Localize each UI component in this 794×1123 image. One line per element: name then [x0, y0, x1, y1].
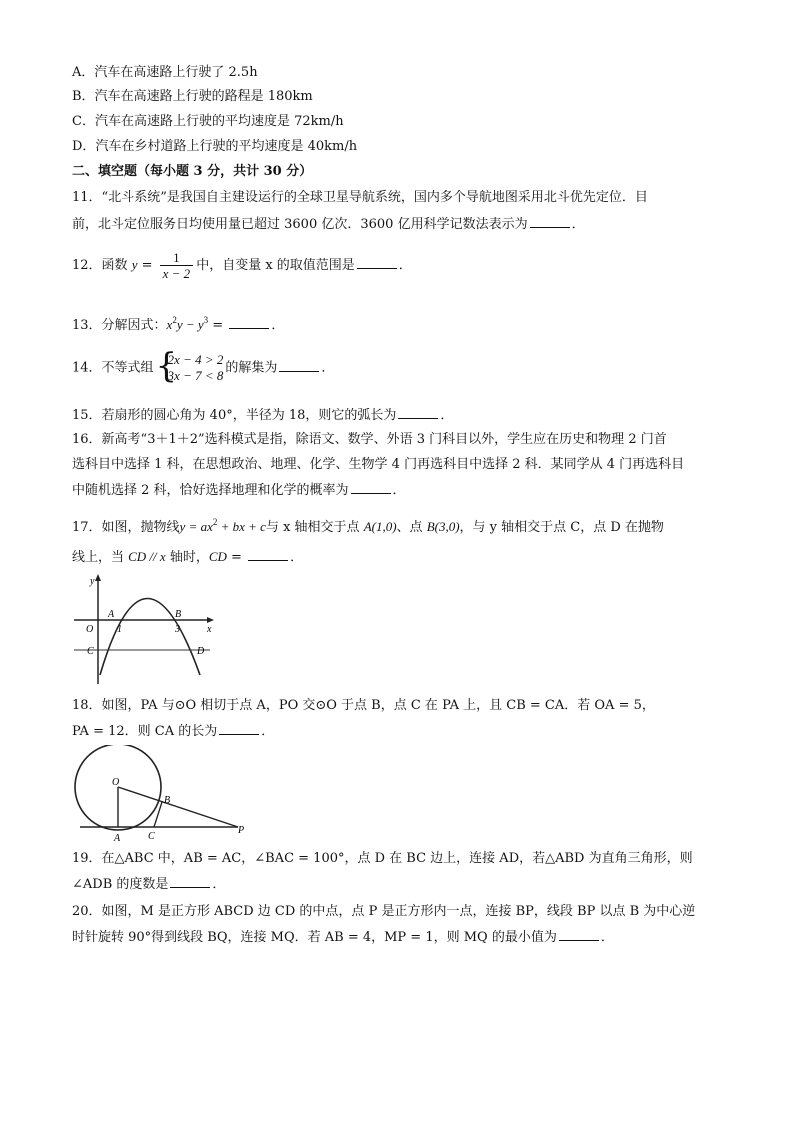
answer-blank — [248, 548, 288, 561]
section-title: 二、填空题（每小题 3 分，共计 30 分） — [72, 164, 313, 179]
option-d: D．汽车在乡村道路上行驶的平均速度是 40km/h — [72, 139, 358, 154]
question-11-line-2: 前，北斗定位服务日均使用量已超过 3600 亿次．3600 亿用科学记数法表示为 ． — [72, 217, 585, 232]
question-20-line-2: 时针旋转 90°得到线段 BQ，连接 MQ．若 AB = 4，MP = 1，则 MQ 的最小值为 ． — [72, 930, 614, 945]
question-16-line-3: 中随机选择 2 科，恰好选择地理和化学的概率为 ． — [72, 483, 406, 498]
answer-blank — [170, 875, 210, 888]
option-a: A．汽车在高速路上行驶了 2.5h — [72, 65, 258, 80]
option-b: B．汽车在高速路上行驶的路程是 180km — [72, 89, 313, 104]
label-c: C — [87, 646, 94, 657]
answer-blank — [530, 215, 570, 228]
label-y: y — [90, 576, 95, 587]
segment-po — [118, 787, 238, 827]
label-o: O — [112, 777, 120, 788]
label-b: B — [175, 609, 182, 620]
label-c: C — [148, 831, 155, 842]
label-o: O — [86, 624, 94, 635]
fraction: $\frac{1}{x - 2}$ — [160, 250, 194, 281]
question-20-line-1: 20．如图，M 是正方形 ABCD 边 CD 的中点，点 P 是正方形内一点，连接 BP，线段 BP 以点 B 为中心逆 — [72, 904, 696, 919]
answer-blank — [279, 359, 319, 372]
parabola-figure — [70, 572, 220, 687]
question-17-line-1: 17．如图，抛物线$y = ax^2$ + bx + c与 x 轴相交于点 A(1,0)、点 B(3,0)，与 y 轴相交于点 C，点 D 在抛物 — [72, 517, 664, 535]
label-1: 1 — [117, 624, 122, 635]
question-13: 13．分解因式：$x^2y - y^3$ = ． — [72, 315, 285, 333]
x-axis-arrow — [207, 617, 214, 623]
question-17-line-2: 线上，当 CD // x 轴时，CD = ． — [72, 549, 304, 565]
tangent-circle-figure — [70, 745, 255, 845]
question-14: 14．不等式组 { 2x − 4 > 2 3x − 7 < 8 的解集为 ． — [72, 346, 335, 386]
question-11-line-1: 11．“北斗系统”是我国自主建设运行的全球卫星导航系统，国内多个导航地图采用北斗优先定位．目 — [72, 190, 648, 205]
inequality-system: { 2x − 4 > 2 3x − 7 < 8 — [155, 346, 224, 386]
question-15: 15．若扇形的圆心角为 40°，半径为 18，则它的弧长为 ． — [72, 408, 454, 423]
parabola-curve — [100, 599, 200, 676]
label-x: x — [207, 624, 212, 635]
question-19-line-1: 19．在△ABC 中，AB = AC，∠BAC = 100°，点 D 在 BC 边上，连接 AD，若△ABD 为直角三角形，则 — [72, 851, 693, 866]
question-18-line-2: PA = 12．则 CA 的长为 ． — [72, 724, 275, 739]
label-b: B — [164, 795, 171, 806]
answer-blank — [219, 722, 259, 735]
label-a: A — [114, 833, 121, 844]
label-d: D — [197, 646, 205, 657]
answer-blank — [351, 481, 391, 494]
question-18-line-1: 18．如图，PA 与⊙O 相切于点 A，PO 交⊙O 于点 B，点 C 在 PA 上，且 CB = CA．若 OA = 5， — [72, 698, 655, 713]
answer-blank — [357, 256, 397, 269]
option-c: C．汽车在高速路上行驶的平均速度是 72km/h — [72, 114, 344, 129]
y-axis-arrow — [95, 574, 101, 581]
answer-blank — [398, 406, 438, 419]
segment-cb — [154, 802, 162, 827]
answer-blank — [559, 928, 599, 941]
question-16-line-1: 16．新高考“3＋1＋2”选科模式是指，除语文、数学、外语 3 门科目以外，学生应在历史和物理 2 门首 — [72, 432, 667, 447]
question-16-line-2: 选科目中选择 1 科，在思想政治、地理、化学、生物学 4 门再选科目中选择 2 科．某同学从 4 门再选科目 — [72, 457, 685, 472]
label-a: A — [108, 609, 115, 620]
label-3: 3 — [175, 624, 180, 635]
label-p: P — [238, 825, 245, 836]
question-12: 12．函数 y = $\frac{1}{x - 2}$ 中，自变量 x 的取值范围是 ． — [72, 250, 412, 281]
question-19-line-2: ∠ADB 的度数是 ． — [72, 877, 226, 892]
answer-blank — [229, 316, 269, 329]
